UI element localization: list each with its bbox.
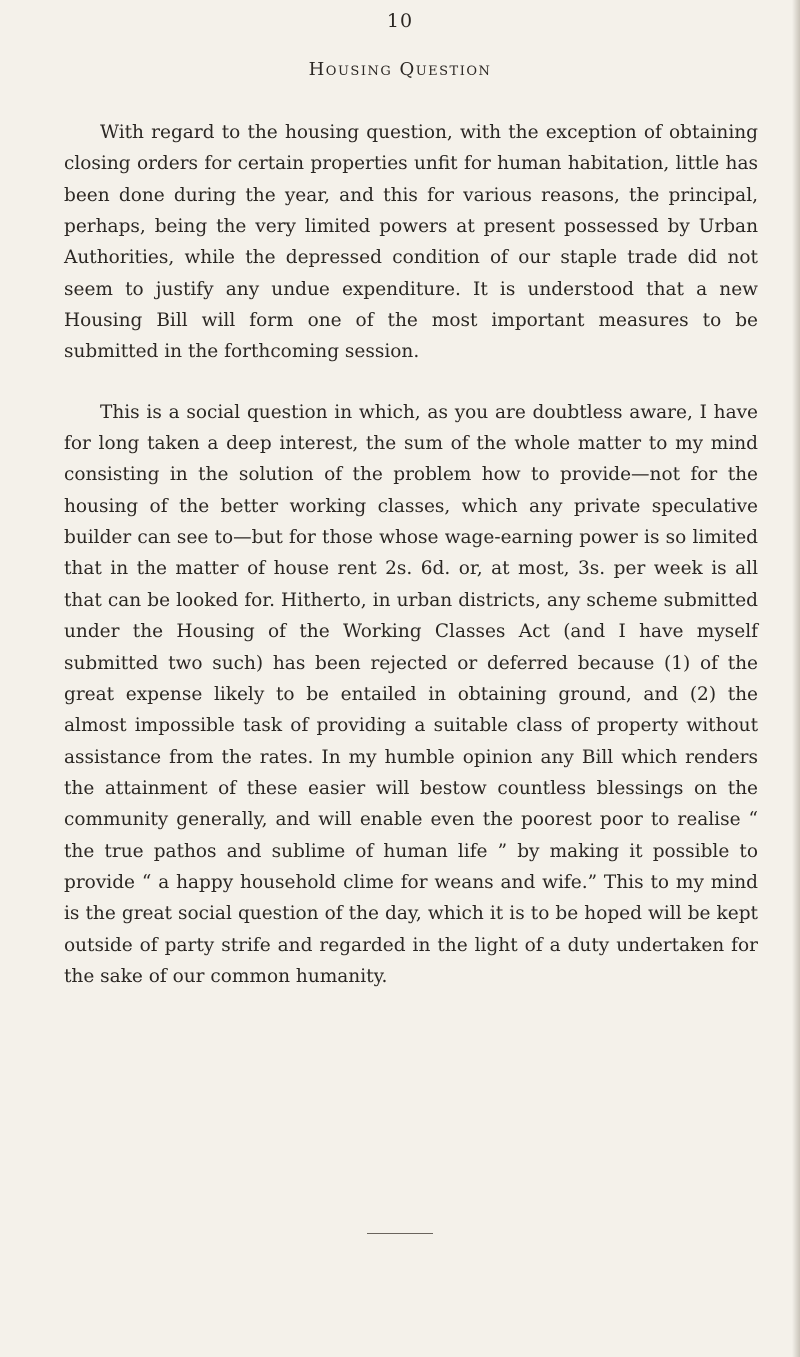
page-number: 10: [386, 10, 414, 32]
end-rule: [367, 1233, 433, 1234]
body-text: [64, 117, 758, 992]
paragraph-social-question: This is a social question in which, as you are doubtless aware, I have for long taken a deep interest, the sum of the whole matter to my mind consisting in the solution of the problem how to provide—not for the housing of the better working classes, which any private speculative builder can see to—but for those whose wage-earning power is so limited that in the matter of house rent 2s. 6d. or, at most, 3s. per week is all that can be looked for. Hitherto, in urban districts, any scheme submitted under the Housing of the Working Classes Act (and I have myself submitted two such) has been rejected or deferred because (1) of the great expense likely to be entailed in obtaining ground, and (2) the almost impossible task of providing a suitable class of property without assistance from the rates. In my humble opinion any Bill which renders the attainment of these easier will bestow countless blessings on the community generally, and will enable even the poorest poor to realise “ the true pathos and sublime of human life ” by making it possible to provide “ a happy household clime for weans and wife.” This to my mind is the great social question of the day, which it is to be hoped will be kept outside of party strife and regarded in the light of a duty undertaken for the sake of our common humanity.: [64, 401, 758, 987]
paragraph-housing-powers: With regard to the housing question, with the exception of obtaining closing orders for certain properties unfit for human habitation, little has been done during the year, and this for various reasons, the principal, perhaps, being the very limited powers at present possessed by Urban Authorities, while the depressed condition of our staple trade did not seem to justify any undue expenditure. It is understood that a new Housing Bill will form one of the most important measures to be submitted in the forthcoming session.: [64, 122, 758, 363]
page-edge-shadow: [792, 0, 800, 1357]
section-heading: Housing Question: [308, 59, 492, 80]
